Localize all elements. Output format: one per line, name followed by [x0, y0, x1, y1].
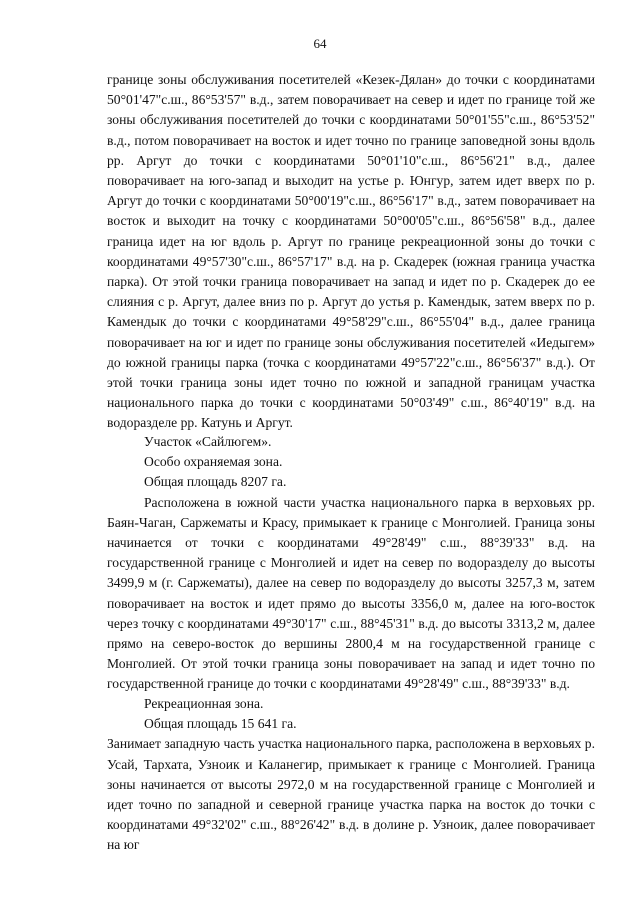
section-sailyugem: [107, 432, 595, 695]
zone-area: Общая площадь 15 641 га.: [144, 716, 297, 732]
section-title: Участок «Сайлюгем».: [144, 434, 272, 449]
paragraph-text: границе зоны обслуживания посетителей «Кезек-Дялан» до точки с координатами 50°01'47"с.ш., 86°53'57" в.д., затем поворачивает на север и идет по границе той же зоны обслуживания посетителей до точки с координатами 50°01'55"с.ш., 86°53'52" в.д., потом поворачивает на восток и идет точно по границе заповедной зоны вдоль рр. Аргут до точки с координатами 50°01'10"с.ш., 86°56'21" в.д., далее поворачивает на юго-запад и выходит на устье р. Юнгур, затем идет вверх по р. Аргут до точки с координатами 50°00'19"с.ш., 86°56'17" в.д., затем поворачивает на восток и выходит на точку с координатами 50°00'05"с.ш., 86°56'58" в.д., далее граница идет на юг вдоль р. Аргут по границе рекреационной зоны до точки с координатами 49°57'30"с.ш., 86°57'17" в.д. на р. Скадерек (южная граница участка парка). От этой точки граница поворачивает на запад и идет по р. Скадерек до ее слияния с р. Аргут, далее вниз по р. Аргут до устья р. Камендык, затем вверх по р. Камендык до точки с координатами 49°58'29"с.ш., 86°55'04" в.д., далее граница поворачивает на юг и идет по границе зоны обслуживания посетителей «Иедыгем» до южной границы парка (точка с координатами 49°57'22"с.ш., 86°56'37" в.д.). От этой точки граница зоны идет точно по южной и западной границам участка национального парка до точки с координатами 50°03'49" с.ш., 86°40'19" в.д. на водоразделе рр. Катунь и Аргут.: [107, 72, 595, 431]
page-number: 64: [313, 36, 327, 51]
zone-type: Особо охраняемая зона.: [144, 454, 283, 470]
section-recreation-zone: [107, 694, 595, 856]
zone-description: Расположена в южной части участка национального парка в верховьях рр. Баян-Чаган, Саржематы и Красу, примыкает к границе с Монголией. Граница зоны начинается от точки с координатами 49°28'49" с.ш., 88°39'33" в.д. на государственной границе с Монголией и идет на север по водоразделу до высоты 3499,9 м (г. Саржематы), далее на север по водоразделу до высоты 3257,3 м, затем поворачивает на восток и идет прямо до высоты 3356,0 м, далее на юго-восток через точку с координатами 49°30'17" с.ш., 88°45'31" в.д. до высоты 3313,2 м, далее прямо на северо-восток до вершины 2800,4 м на государственной границе с Монголией. От этой точки граница зоны поворачивает на запад и идет точно по государственной границе до точки с координатами 49°28'49" с.ш., 88°39'33" в.д.: [107, 494, 595, 692]
zone-area: Общая площадь 8207 га.: [144, 474, 287, 490]
zone-description: Занимает западную часть участка национального парка, расположена в верховьях р. Усай, Тархата, Узноик и Каланегир, примыкает к границе с Монголией. Граница зоны начинается от высоты 2972,0 м на государственной границе с Монголией и идет точно по западной и северной границе участка парка на восток до точки с координатами 49°32'02" с.ш., 88°26'42" в.д. в долине р. Узноик, далее поворачивает на юг: [107, 736, 595, 853]
paragraph-kezek-dyalan-boundary: [107, 70, 595, 434]
zone-type: Рекреационная зона.: [144, 696, 264, 711]
